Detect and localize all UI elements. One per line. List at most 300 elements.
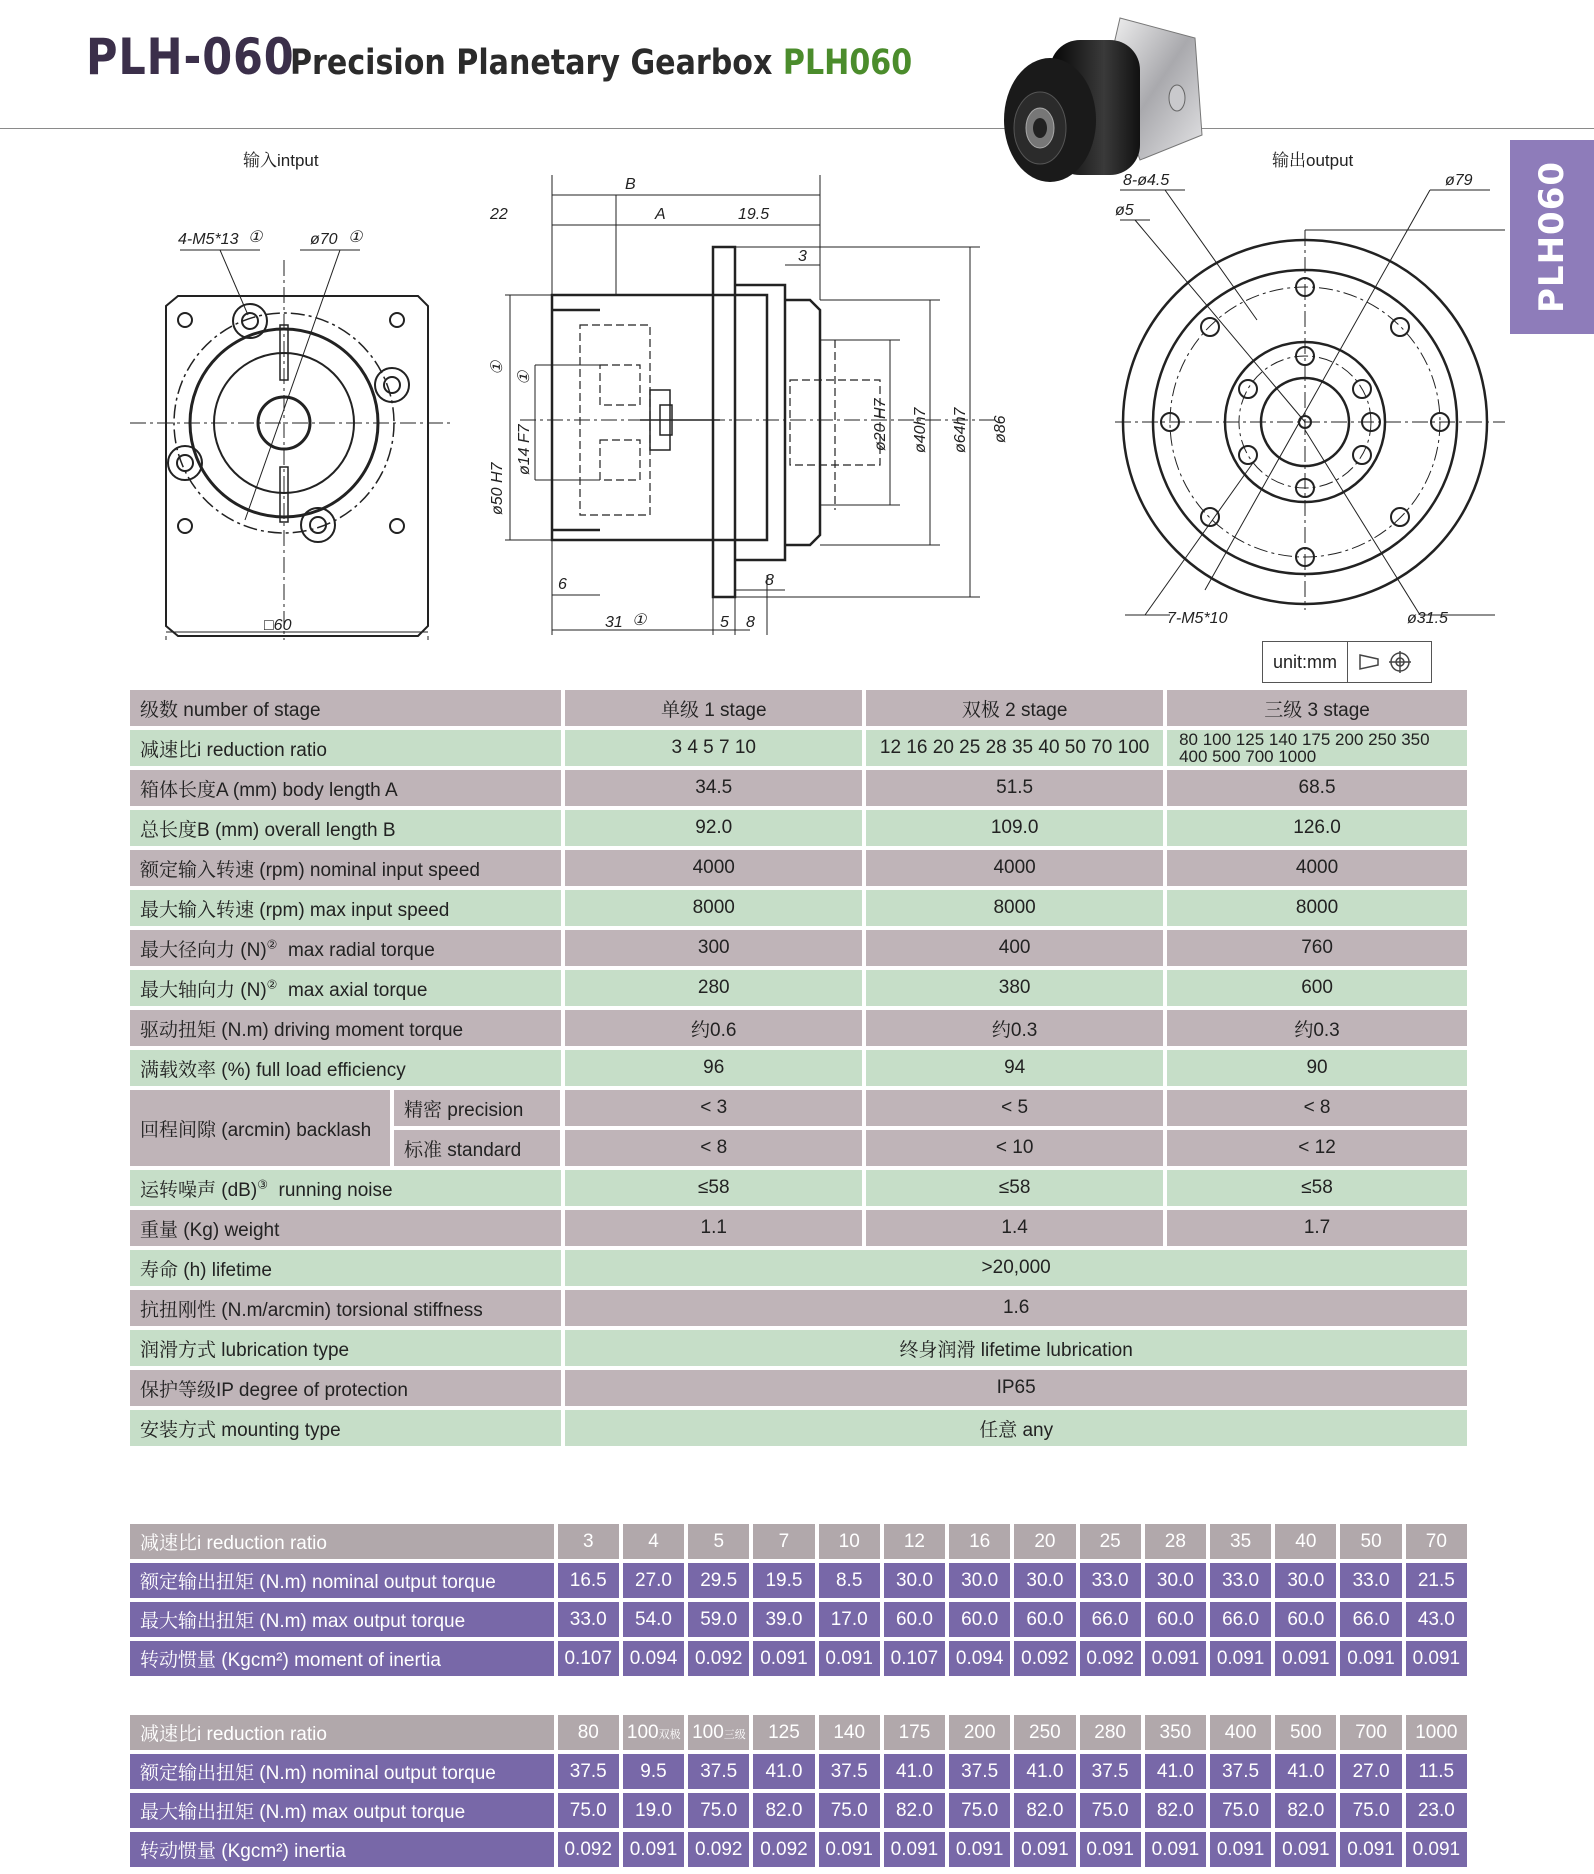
spec-label-text: 箱体长度A (mm) body length A (140, 779, 398, 801)
spec-value: 约0.6 (565, 1010, 862, 1046)
dim-mark-1d: ① (516, 370, 533, 385)
torque-row-label: 最大输出扭矩 (N.m) max output torque (130, 1602, 554, 1637)
torque-cell (949, 1524, 1010, 1559)
spec-row-span (130, 1330, 1467, 1366)
spec-value: 280 (565, 970, 862, 1006)
spec-row (130, 1170, 1467, 1206)
torque-value: 9.5 (640, 1760, 667, 1782)
torque-value: 75.0 (1091, 1799, 1129, 1821)
dim-8b: 8 (746, 614, 755, 631)
spec-label-text: max radial torque (277, 939, 435, 961)
torque-cell (1145, 1754, 1206, 1789)
torque-cell (558, 1793, 619, 1828)
torque-cell (688, 1832, 749, 1867)
torque-cell (949, 1754, 1010, 1789)
torque-cell (1340, 1641, 1401, 1676)
torque-cell (1145, 1715, 1206, 1750)
torque-cell (1340, 1832, 1401, 1867)
torque-value: 0.092 (1086, 1647, 1134, 1669)
torque-value: 0.091 (1412, 1838, 1461, 1860)
torque-cell (1340, 1754, 1401, 1789)
spec-label: 安装方式 mounting type (130, 1410, 561, 1446)
spec-row (130, 850, 1467, 886)
torque-value: 25 (1099, 1530, 1121, 1552)
dim-19-5: 19.5 (738, 206, 770, 223)
footnote-mark: ② (266, 977, 278, 992)
torque-value: 29.5 (700, 1569, 738, 1591)
header-divider (0, 128, 1594, 129)
torque-value: 10 (838, 1530, 860, 1552)
torque-value: 66.0 (1091, 1608, 1129, 1630)
torque-value: 41.0 (1156, 1760, 1194, 1782)
torque-value: 82.0 (1026, 1799, 1064, 1821)
spec-label (130, 1210, 561, 1246)
torque-cell (1406, 1715, 1467, 1750)
torque-value: 17.0 (830, 1608, 868, 1630)
torque-cell (819, 1563, 880, 1598)
dim-6: 6 (558, 576, 567, 593)
spec-value: 4000 (565, 850, 862, 886)
torque-value: 0.092 (694, 1647, 743, 1669)
torque-row-label: 减速比i reduction ratio (130, 1524, 554, 1559)
spec-row-span (130, 1290, 1467, 1326)
torque-value: 33.0 (1222, 1569, 1260, 1591)
dim-40: ø40h7 (912, 407, 929, 453)
dim-50: ø50 H7 (489, 462, 506, 515)
torque-value: 0.091 (1021, 1838, 1069, 1860)
torque-value: 200 (963, 1721, 996, 1743)
torque-cell (1014, 1832, 1075, 1867)
torque-value: 35 (1230, 1530, 1252, 1552)
torque-cell (623, 1754, 684, 1789)
torque-value: 27.0 (1352, 1760, 1390, 1782)
spec-row (130, 890, 1467, 926)
torque-cell (1406, 1602, 1467, 1637)
unit-label: unit:mm (1263, 642, 1348, 682)
torque-value: 0.092 (564, 1838, 613, 1860)
spec-label-text: 总长度B (mm) overall length B (140, 819, 396, 841)
spec-label-text: 运转噪声 (dB) (140, 1179, 258, 1201)
torque-cell (1210, 1754, 1271, 1789)
dim-22: 22 (490, 206, 508, 223)
spec-stage3: 三级 3 stage (1167, 690, 1467, 726)
spec-value: 300 (565, 930, 862, 966)
spec-value: ≤58 (565, 1170, 862, 1206)
dim-out-79: ø79 (1445, 172, 1473, 189)
torque-value: 75.0 (700, 1799, 738, 1821)
torque-cell (1340, 1715, 1401, 1750)
torque-cell (1406, 1793, 1467, 1828)
torque-row-label: 最大输出扭矩 (N.m) max output torque (130, 1793, 554, 1828)
spec-value: 94 (866, 1050, 1163, 1086)
torque-value: 82.0 (1156, 1799, 1194, 1821)
torque-value: 75.0 (961, 1799, 999, 1821)
torque-cell (1340, 1524, 1401, 1559)
torque-cell (1406, 1754, 1467, 1789)
torque-cell (949, 1832, 1010, 1867)
dim-31: 31 (605, 614, 623, 631)
spec-value: 1.7 (1167, 1210, 1467, 1246)
torque-cell (1080, 1715, 1141, 1750)
torque-cell (753, 1832, 814, 1867)
spec-value: 8000 (565, 890, 862, 926)
torque-value: 30.0 (961, 1569, 999, 1591)
torque-value: 66.0 (1222, 1608, 1260, 1630)
dim-input-square: □60 (264, 617, 292, 634)
torque-cell (1145, 1524, 1206, 1559)
spec-value: 终身润滑 lifetime lubrication (565, 1330, 1467, 1366)
torque-value: 33.0 (569, 1608, 607, 1630)
spec-label: 抗扭刚性 (N.m/arcmin) torsional stiffness (130, 1290, 561, 1326)
torque-table-1 (126, 1520, 1471, 1680)
torque-cell (623, 1563, 684, 1598)
torque-cell (753, 1602, 814, 1637)
torque-row-label: 转动惯量 (Kgcm²) moment of inertia (130, 1641, 554, 1676)
torque-cell (688, 1602, 749, 1637)
torque-value: 60.0 (895, 1608, 933, 1630)
torque-cell (753, 1715, 814, 1750)
page-header (86, 28, 1013, 86)
spec-value: 3 4 5 7 10 (565, 730, 862, 766)
torque-value: 175 (898, 1721, 931, 1743)
torque-value: 33.0 (1352, 1569, 1390, 1591)
torque-value: 70 (1425, 1530, 1447, 1552)
torque-cell (1080, 1563, 1141, 1598)
torque-cell (688, 1715, 749, 1750)
torque-cell (688, 1524, 749, 1559)
torque-value: 100 (692, 1721, 724, 1743)
torque-cell (558, 1602, 619, 1637)
torque-value: 0.107 (890, 1647, 939, 1669)
torque-value: 0.092 (694, 1838, 743, 1860)
torque-value: 3 (582, 1530, 594, 1552)
torque-cell (1275, 1602, 1336, 1637)
dim-out-m5: 7-M5*10 (1167, 610, 1228, 627)
backlash-standard-label: 标准 standard (394, 1130, 560, 1166)
spec-row (130, 1050, 1467, 1086)
torque-value: 19.0 (635, 1799, 672, 1821)
side-view-drawing (480, 175, 1080, 645)
side-model-tab (1510, 140, 1594, 334)
torque-value: 0.091 (890, 1838, 939, 1860)
torque-cell (1275, 1563, 1336, 1598)
torque-cell (1014, 1602, 1075, 1637)
torque-value: 43.0 (1417, 1608, 1455, 1630)
spec-label (130, 1050, 561, 1086)
torque-cell (819, 1641, 880, 1676)
torque-cell (1340, 1602, 1401, 1637)
torque-cell (884, 1563, 945, 1598)
torque-value: 41.0 (1287, 1760, 1325, 1782)
spec-row (130, 810, 1467, 846)
torque-cell (884, 1641, 945, 1676)
torque-value: 54.0 (635, 1608, 672, 1630)
spec-value: < 8 (565, 1130, 862, 1166)
torque-value: 75.0 (1222, 1799, 1260, 1821)
torque-row-ratios (130, 1524, 1467, 1559)
spec-label (130, 810, 561, 846)
spec-table (126, 686, 1471, 1450)
torque-cell (1145, 1602, 1206, 1637)
torque-value: 60.0 (1287, 1608, 1325, 1630)
subtitle-text: Precision Planetary Gearbox (290, 43, 773, 83)
spec-value: 90 (1167, 1050, 1467, 1086)
dim-64: ø64h7 (952, 407, 969, 453)
torque-value: 250 (1029, 1721, 1061, 1743)
dim-mark-1e: ① (632, 612, 647, 629)
spec-row-span (130, 1410, 1467, 1446)
spec-value: 126.0 (1167, 810, 1467, 846)
spec-label (130, 970, 561, 1006)
spec-value: 68.5 (1167, 770, 1467, 806)
torque-value: 80 (577, 1721, 599, 1743)
torque-value: 0.091 (1086, 1838, 1134, 1860)
torque-row-label: 额定输出扭矩 (N.m) nominal output torque (130, 1563, 554, 1598)
torque-cell (1406, 1563, 1467, 1598)
torque-value: 16 (969, 1530, 991, 1552)
torque-cell (1275, 1754, 1336, 1789)
torque-value: 40 (1295, 1530, 1317, 1552)
torque-cell (1210, 1641, 1271, 1676)
torque-cell (558, 1715, 619, 1750)
torque-cell (1014, 1754, 1075, 1789)
dim-mark-1b: ① (348, 229, 363, 246)
unit-box (1262, 641, 1432, 683)
torque-value: 37.5 (830, 1760, 868, 1782)
torque-cell (884, 1715, 945, 1750)
spec-label (130, 1010, 561, 1046)
model-number: PLH-060 (86, 28, 295, 86)
torque-cell (1210, 1602, 1271, 1637)
spec-value: 8000 (866, 890, 1163, 926)
torque-cell (688, 1563, 749, 1598)
torque-cell (1340, 1793, 1401, 1828)
spec-label: 保护等级IP degree of protection (130, 1370, 561, 1406)
spec-value: 109.0 (866, 810, 1163, 846)
torque-value: 37.5 (961, 1760, 999, 1782)
torque-cell (1210, 1715, 1271, 1750)
spec-value: < 10 (866, 1130, 1163, 1166)
spec-value: 4000 (866, 850, 1163, 886)
torque-value: 60.0 (1156, 1608, 1194, 1630)
torque-cell (558, 1832, 619, 1867)
spec-row-backlash-precision (130, 1090, 1467, 1126)
torque-value: 41.0 (1026, 1760, 1064, 1782)
torque-cell (1014, 1524, 1075, 1559)
torque-value: 0.094 (955, 1647, 1004, 1669)
torque-value: 280 (1094, 1721, 1126, 1743)
torque-cell (1210, 1832, 1271, 1867)
dim-input-circle: ø70 (310, 231, 338, 248)
torque-cell (884, 1793, 945, 1828)
torque-cell (1275, 1715, 1336, 1750)
dim-8a: 8 (765, 572, 774, 589)
torque-value: 16.5 (569, 1569, 607, 1591)
torque-value: 23.0 (1417, 1799, 1455, 1821)
torque-cell (819, 1715, 880, 1750)
spec-header-row (130, 690, 1467, 726)
dim-out-5: ø5 (1115, 202, 1134, 219)
spec-value: < 12 (1167, 1130, 1467, 1166)
torque-value: 350 (1159, 1721, 1192, 1743)
torque-value: 11.5 (1418, 1760, 1455, 1782)
backlash-label-grid (130, 1090, 561, 1166)
torque-cell (949, 1715, 1010, 1750)
torque-value: 19.5 (765, 1569, 803, 1591)
output-view-drawing (1105, 170, 1515, 640)
torque-value: 0.092 (1021, 1647, 1069, 1669)
torque-value: 75.0 (830, 1799, 868, 1821)
spec-row (130, 1010, 1467, 1046)
backlash-precision-label: 精密 precision (394, 1090, 560, 1126)
spec-value: 约0.3 (1167, 1010, 1467, 1046)
torque-value: 12 (903, 1530, 925, 1552)
torque-row-max (130, 1793, 1467, 1828)
spec-value: >20,000 (565, 1250, 1467, 1286)
spec-label: 级数 number of stage (130, 690, 561, 726)
input-view-label: 输入intput (243, 151, 319, 170)
torque-cell (819, 1793, 880, 1828)
torque-cell (1145, 1793, 1206, 1828)
torque-cell (558, 1563, 619, 1598)
torque-value: 400 (1224, 1721, 1257, 1743)
dim-mark-1c: ① (489, 360, 506, 375)
torque-value: 30.0 (1287, 1569, 1325, 1591)
spec-value: < 3 (565, 1090, 862, 1126)
torque-cell (1406, 1524, 1467, 1559)
spec-value: 1.1 (565, 1210, 862, 1246)
torque-cell (1014, 1563, 1075, 1598)
torque-row-ratios (130, 1715, 1467, 1750)
torque-cell (949, 1793, 1010, 1828)
torque-value: 30.0 (1156, 1569, 1194, 1591)
torque-cell (558, 1524, 619, 1559)
torque-value: 21.5 (1417, 1569, 1455, 1591)
spec-value: 51.5 (866, 770, 1163, 806)
torque-value: 140 (833, 1721, 866, 1743)
torque-value: 37.5 (1091, 1760, 1129, 1782)
spec-stage1: 单级 1 stage (565, 690, 862, 726)
torque-cell (949, 1563, 1010, 1598)
footnote-mark: ② (266, 937, 278, 952)
torque-value: 0.091 (1282, 1647, 1330, 1669)
torque-cell (819, 1832, 880, 1867)
torque-value: 0.091 (629, 1838, 678, 1860)
spec-value: ≤58 (1167, 1170, 1467, 1206)
torque-cell (623, 1793, 684, 1828)
torque-row-nominal (130, 1563, 1467, 1598)
torque-value: 82.0 (765, 1799, 803, 1821)
input-view-drawing (130, 220, 450, 640)
spec-value: < 8 (1167, 1090, 1467, 1126)
torque-value: 75.0 (569, 1799, 607, 1821)
footnote-mark: ③ (257, 1177, 268, 1192)
torque-cell (623, 1715, 684, 1750)
torque-value: 82.0 (895, 1799, 933, 1821)
torque-cell (1145, 1641, 1206, 1676)
dim-input-holes: 4-M5*13 (178, 231, 239, 248)
spec-value: 380 (866, 970, 1163, 1006)
spec-value: 1.6 (565, 1290, 1467, 1326)
dim-3: 3 (798, 248, 807, 265)
stage-tag: 三级 (723, 1728, 746, 1741)
torque-row-label: 减速比i reduction ratio (130, 1715, 554, 1750)
torque-value: 0.092 (760, 1838, 808, 1860)
torque-value: 8.5 (835, 1569, 863, 1591)
spec-label-text: running noise (267, 1179, 393, 1201)
spec-label-text: 最大输入转速 (rpm) max input speed (140, 899, 450, 921)
spec-value: 760 (1167, 930, 1467, 966)
torque-cell (688, 1754, 749, 1789)
torque-table-2 (126, 1711, 1471, 1871)
torque-cell (1080, 1524, 1141, 1559)
spec-row (130, 970, 1467, 1006)
spec-row (130, 770, 1467, 806)
spec-value: 34.5 (565, 770, 862, 806)
torque-cell (1210, 1563, 1271, 1598)
torque-value: 39.0 (765, 1608, 803, 1630)
spec-label: 润滑方式 lubrication type (130, 1330, 561, 1366)
torque-value: 37.5 (1222, 1760, 1260, 1782)
torque-value: 27.0 (635, 1569, 672, 1591)
torque-cell (623, 1832, 684, 1867)
spec-label-text: 减速比i reduction ratio (140, 739, 327, 761)
spec-label (130, 730, 561, 766)
spec-value: 600 (1167, 970, 1467, 1006)
torque-value: 75.0 (1352, 1799, 1390, 1821)
torque-value: 0.091 (1412, 1647, 1461, 1669)
torque-cell (688, 1793, 749, 1828)
torque-value: 5 (713, 1530, 725, 1552)
torque-cell (1210, 1524, 1271, 1559)
torque-cell (1080, 1641, 1141, 1676)
spec-label-text: 驱动扭矩 (N.m) driving moment torque (140, 1019, 464, 1041)
spec-row-span (130, 1250, 1467, 1286)
torque-cell (1145, 1832, 1206, 1867)
torque-value: 30.0 (1026, 1569, 1064, 1591)
torque-cell (1275, 1793, 1336, 1828)
torque-value: 125 (768, 1721, 800, 1743)
torque-cell (753, 1754, 814, 1789)
dim-14: ø14 F7 (516, 424, 533, 475)
torque-value: 100 (626, 1721, 659, 1743)
spec-value: 任意 any (565, 1410, 1467, 1446)
torque-value: 82.0 (1287, 1799, 1325, 1821)
torque-cell (623, 1602, 684, 1637)
torque-cell (753, 1524, 814, 1559)
projection-icon (1356, 649, 1416, 675)
torque-value: 0.091 (1282, 1838, 1330, 1860)
torque-value: 0.091 (1216, 1838, 1265, 1860)
spec-label-text: max axial torque (277, 979, 428, 1001)
torque-cell (884, 1754, 945, 1789)
torque-row-inertia (130, 1832, 1467, 1867)
torque-row-label: 额定输出扭矩 (N.m) nominal output torque (130, 1754, 554, 1789)
torque-value: 41.0 (765, 1760, 803, 1782)
spec-stage2: 双极 2 stage (866, 690, 1163, 726)
torque-cell (1275, 1832, 1336, 1867)
torque-cell (1275, 1641, 1336, 1676)
torque-value: 0.094 (629, 1647, 678, 1669)
torque-value: 0.091 (760, 1647, 808, 1669)
torque-cell (1014, 1715, 1075, 1750)
torque-cell (1340, 1563, 1401, 1598)
torque-cell (1080, 1793, 1141, 1828)
torque-value: 0.091 (1151, 1647, 1200, 1669)
torque-cell (753, 1641, 814, 1676)
torque-value: 37.5 (569, 1760, 607, 1782)
torque-cell (819, 1602, 880, 1637)
